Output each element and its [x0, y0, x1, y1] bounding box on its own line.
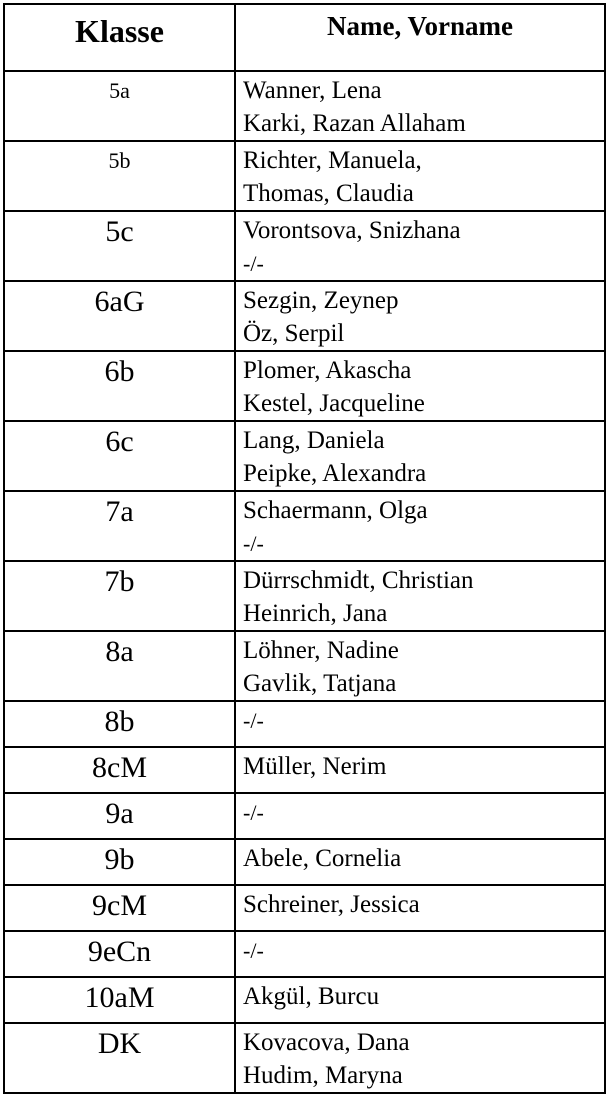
class-assignment-table: [3, 3, 606, 1094]
person-name: -/-: [243, 938, 264, 963]
table-row: [4, 211, 605, 281]
class-cell: 8a: [4, 631, 235, 701]
class-cell: 9cM: [4, 885, 235, 931]
person-name: Öz, Serpil: [243, 320, 345, 347]
table-row: [4, 701, 605, 747]
names-cell: [235, 421, 605, 491]
table-row: [4, 351, 605, 421]
person-name: Kestel, Jacqueline: [243, 390, 425, 417]
person-name: Thomas, Claudia: [243, 180, 414, 207]
class-cell: 8b: [4, 701, 235, 747]
class-cell: 6aG: [4, 281, 235, 351]
person-name: Abele, Cornelia: [243, 845, 402, 872]
names-cell: [235, 839, 605, 885]
person-name: -/-: [243, 531, 264, 556]
table-row: [4, 977, 605, 1023]
class-cell: 9eCn: [4, 931, 235, 977]
person-name: Hudim, Maryna: [243, 1062, 403, 1089]
class-cell: 6b: [4, 351, 235, 421]
class-cell: 7b: [4, 561, 235, 631]
names-cell: [235, 977, 605, 1023]
table-row: [4, 631, 605, 701]
table-row: [4, 839, 605, 885]
names-cell: [235, 71, 605, 141]
table-row: [4, 793, 605, 839]
class-cell: 5b: [4, 141, 235, 211]
person-name: Karki, Razan Allaham: [243, 110, 466, 137]
person-name: Peipke, Alexandra: [243, 460, 427, 487]
person-name: Schaermann, Olga: [243, 497, 428, 524]
table-row: [4, 885, 605, 931]
class-cell: 5a: [4, 71, 235, 141]
person-name: Sezgin, Zeynep: [243, 287, 399, 314]
person-name: Plomer, Akascha: [243, 357, 412, 384]
names-cell: [235, 631, 605, 701]
table-row: [4, 1023, 605, 1093]
names-cell: [235, 281, 605, 351]
person-name: Wanner, Lena: [243, 77, 382, 104]
names-cell: [235, 701, 605, 747]
names-cell: [235, 561, 605, 631]
class-cell: 5c: [4, 211, 235, 281]
table-row: [4, 71, 605, 141]
class-cell: 10aM: [4, 977, 235, 1023]
names-cell: [235, 1023, 605, 1093]
table-row: [4, 491, 605, 561]
names-cell: [235, 351, 605, 421]
person-name: Lang, Daniela: [243, 427, 385, 454]
class-cell: 9a: [4, 793, 235, 839]
names-cell: [235, 885, 605, 931]
class-cell: 6c: [4, 421, 235, 491]
column-header-klasse: Klasse: [4, 4, 235, 71]
person-name: Schreiner, Jessica: [243, 891, 420, 918]
person-name: Richter, Manuela,: [243, 147, 422, 174]
person-name: Dürrschmidt, Christian: [243, 567, 474, 594]
table-row: [4, 561, 605, 631]
table-row: [4, 931, 605, 977]
names-cell: [235, 793, 605, 839]
table-row: [4, 141, 605, 211]
class-cell: DK: [4, 1023, 235, 1093]
names-cell: [235, 931, 605, 977]
person-name: Vorontsova, Snizhana: [243, 217, 461, 244]
names-cell: [235, 491, 605, 561]
table-row: [4, 281, 605, 351]
column-header-name: Name, Vorname: [235, 4, 605, 71]
names-cell: [235, 141, 605, 211]
person-name: -/-: [243, 708, 264, 733]
names-cell: [235, 747, 605, 793]
person-name: Heinrich, Jana: [243, 600, 388, 627]
names-cell: [235, 211, 605, 281]
class-cell: 7a: [4, 491, 235, 561]
person-name: -/-: [243, 800, 264, 825]
person-name: Müller, Nerim: [243, 753, 387, 780]
class-cell: 8cM: [4, 747, 235, 793]
class-cell: 9b: [4, 839, 235, 885]
table-row: [4, 421, 605, 491]
person-name: Akgül, Burcu: [243, 983, 380, 1010]
person-name: -/-: [243, 251, 264, 276]
person-name: Kovacova, Dana: [243, 1029, 410, 1056]
table-header-row: [4, 4, 605, 71]
table-row: [4, 747, 605, 793]
person-name: Löhner, Nadine: [243, 637, 399, 664]
person-name: Gavlik, Tatjana: [243, 670, 397, 697]
